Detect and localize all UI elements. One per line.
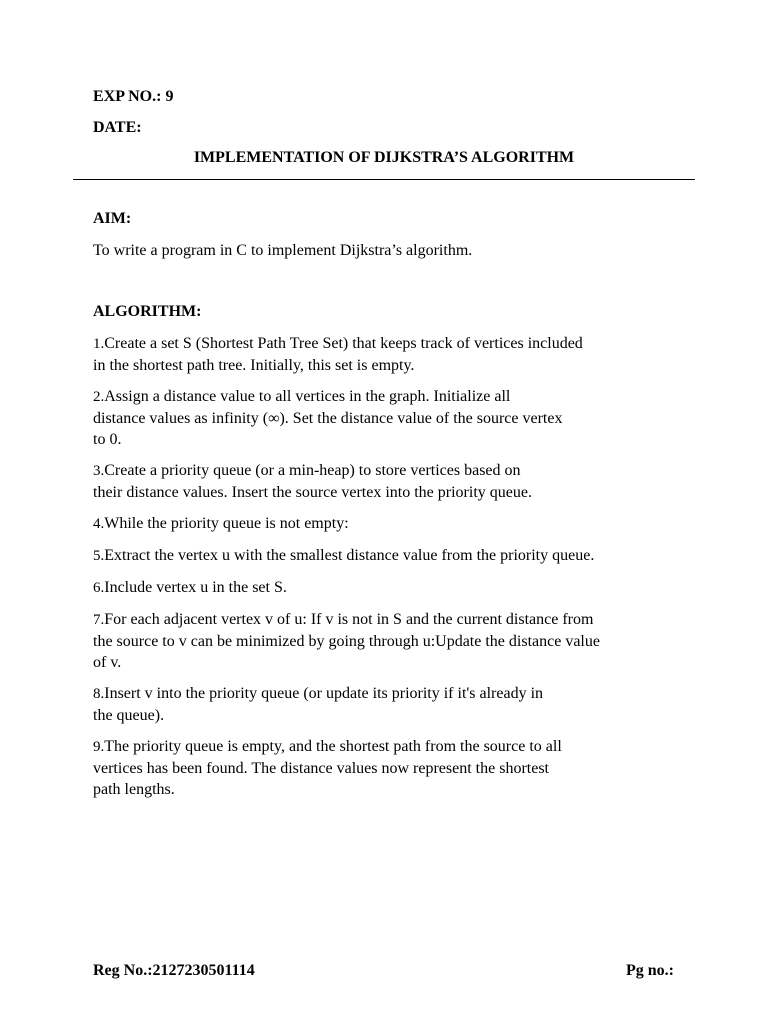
algorithm-step (93, 386, 693, 450)
aim-text: To write a program in C to implement Dijkstra’s algorithm. (93, 242, 473, 259)
step-text-line: in the shortest path tree. Initially, this set is empty. (93, 357, 415, 374)
page-title: IMPLEMENTATION OF DIJKSTRA’S ALGORITHM (193, 149, 575, 166)
step-text-line: to 0. (93, 431, 122, 448)
algorithm-step (93, 609, 693, 673)
algorithm-heading: ALGORITHM: (93, 303, 202, 320)
step-number: 6. (93, 580, 105, 596)
step-text-line: Include vertex u in the set S. (104, 579, 287, 596)
step-number: 7. (93, 612, 105, 628)
step-text-line: Assign a distance value to all vertices in the graph. Initialize all (104, 388, 511, 405)
step-text-line: Insert v into the priority queue (or update its priority if it's already in (104, 685, 544, 702)
step-text-line: Create a set S (Shortest Path Tree Set) that keeps track of vertices included (104, 335, 583, 352)
experiment-number: EXP NO.: 9 (93, 88, 174, 105)
page-number-label: Pg no.: (626, 962, 674, 979)
step-text-line: The priority queue is empty, and the shortest path from the source to all (104, 738, 562, 755)
algorithm-step (93, 736, 693, 800)
step-text-line: path lengths. (93, 781, 175, 798)
step-number: 4. (93, 516, 105, 532)
step-number: 8. (93, 686, 105, 702)
registration-number: Reg No.:2127230501114 (93, 962, 255, 979)
step-text-line: of v. (93, 654, 122, 671)
step-text-line: the source to v can be minimized by going through u:Update the distance value (93, 633, 600, 650)
step-text-line: their distance values. Insert the source vertex into the priority queue. (93, 484, 532, 501)
algorithm-step (93, 545, 693, 567)
step-text-line: distance values as infinity (∞). Set the distance value of the source vertex (93, 410, 563, 427)
step-text-line: the queue). (93, 707, 165, 724)
step-number: 9. (93, 739, 105, 755)
title-divider (73, 179, 695, 180)
algorithm-step (93, 333, 693, 376)
step-text-line: vertices has been found. The distance values now represent the shortest (93, 760, 549, 777)
algorithm-steps (93, 333, 693, 810)
step-text-line: While the priority queue is not empty: (104, 515, 349, 532)
step-text-line: For each adjacent vertex v of u: If v is not in S and the current distance from (104, 611, 594, 628)
date-label: DATE: (93, 119, 142, 136)
algorithm-step (93, 577, 693, 599)
aim-heading: AIM: (93, 210, 132, 227)
step-text-line: Extract the vertex u with the smallest distance value from the priority queue. (104, 547, 595, 564)
step-number: 2. (93, 389, 105, 405)
algorithm-step (93, 513, 693, 535)
step-text-line: Create a priority queue (or a min-heap) to store vertices based on (104, 462, 521, 479)
step-number: 3. (93, 463, 105, 479)
algorithm-step (93, 460, 693, 503)
step-number: 5. (93, 548, 105, 564)
algorithm-step (93, 683, 693, 726)
step-number: 1. (93, 336, 105, 352)
